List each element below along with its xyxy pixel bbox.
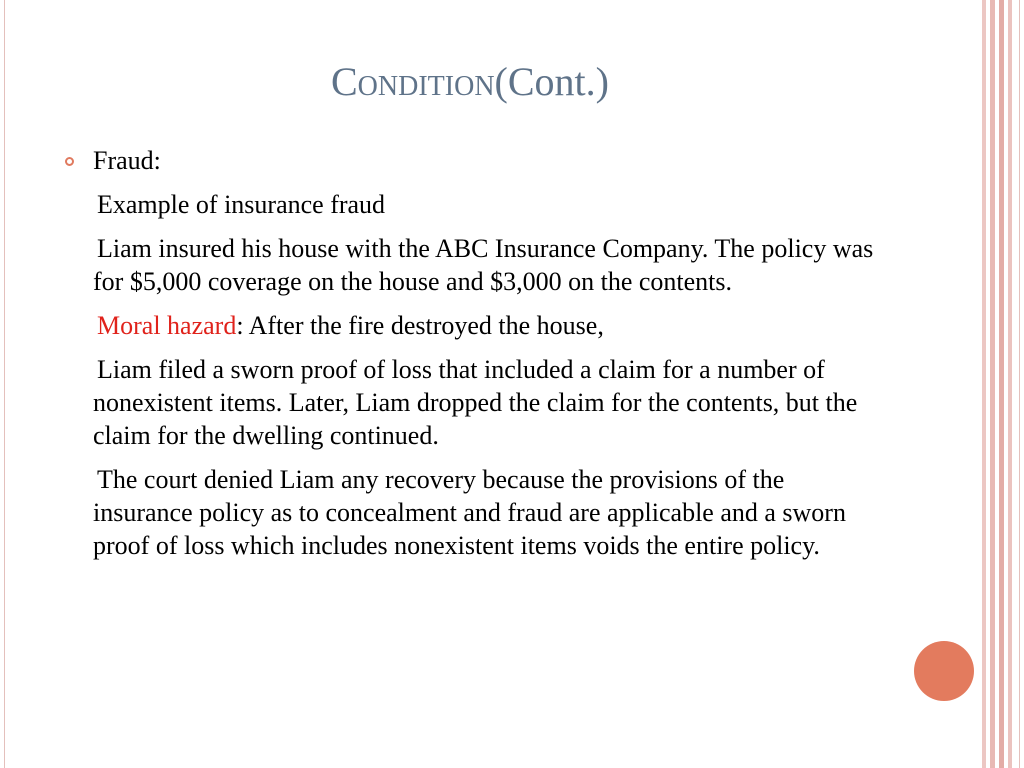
circle-decoration-icon <box>914 641 974 701</box>
title-main: Condition <box>331 59 495 104</box>
slide-title <box>0 58 940 105</box>
moral-hazard-text: : After the fire destroyed the house, <box>236 311 604 340</box>
decorative-stripe <box>982 0 986 768</box>
decorative-stripe <box>990 0 995 768</box>
circle-bullet-icon <box>65 157 74 166</box>
example-heading: Example of insurance fraud <box>97 190 386 219</box>
decorative-stripe <box>999 0 1004 768</box>
slide-content <box>93 144 883 573</box>
moral-hazard-label: Moral hazard <box>97 311 237 340</box>
title-suffix: (Cont.) <box>494 59 609 104</box>
decorative-stripe <box>1008 0 1012 768</box>
paragraph-2: Liam filed a sworn proof of loss that included a claim for a number of nonexistent items. Later, Liam dropped the claim for the contents, but the claim for the dwelling continued. <box>93 355 858 450</box>
moral-hazard-line <box>93 309 883 342</box>
paragraph-1: Liam insured his house with the ABC Insurance Company. The policy was for $5,000 coverage on the house and $3,000 on the contents. <box>93 234 874 296</box>
bullet-item <box>93 144 883 177</box>
paragraph-3: The court denied Liam any recovery because the provisions of the insurance policy as to concealment and fraud are applicable and a sworn proof of loss which includes nonexistent items voids the entire policy. <box>93 465 846 560</box>
bullet-label: Fraud: <box>93 146 161 175</box>
